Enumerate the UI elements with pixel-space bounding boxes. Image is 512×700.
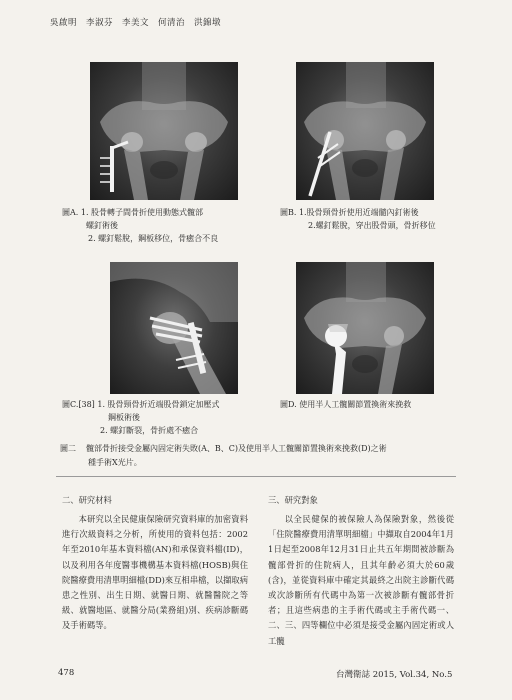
caption-label: 圖B. <box>280 208 297 217</box>
divider-rule <box>56 476 456 477</box>
section-body-materials: 本研究以全民健康保險研究資料庫的加密資料進行次級資料之分析，所使用的資料包括：2002年至2010年基本資料檔(AN)和承保資料檔(ID)，以及利用各年度醫事機構基本資料檔(HOSB)與住院醫療費用清單明細檔(DD)來互相串檔，以擷取病患之性別、出生日期、就醫日期、就醫醫院之等級、就醫地區、就醫分局(業務組)別、疾病診斷碼及手術碼等。 <box>62 514 248 631</box>
xray-image-c <box>110 262 238 394</box>
caption-line: 2. 螺釘鬆脫，鋼板移位，骨癒合不良 <box>88 234 219 243</box>
section-title-materials: 二、研究材料 <box>62 495 112 505</box>
page-number: 478 <box>58 668 75 678</box>
caption-line: 螺釘術後 <box>86 221 118 230</box>
section-body-subjects: 以全民健保的被保險人為保險對象，然後從「住院醫療費用清單明細檔」中擷取自2004年1月1日起至2008年12月31日止共五年期間被診斷為髖部骨折的住院病人，且其年齡必須大於60歲(含)，並從資料庫中確定其最終之出院主診斷代碼或次診斷所有代碼中為第一次被診斷有髖部骨折者；且這些病患的主手術代碼或主手術代碼一、二、三、四等欄位中必須是接受金屬內固定術或人工髖 <box>268 514 454 646</box>
xray-image-a <box>90 62 238 200</box>
journal-citation: 台灣衛誌 2015, Vol.34, No.5 <box>336 670 453 680</box>
caption-line: 2.螺釘鬆脫，穿出股骨頭，骨折移位 <box>308 221 436 230</box>
figure-caption-label: 圖二 <box>60 444 76 453</box>
xray-image-b <box>296 62 434 200</box>
figure-caption-line1: 髖部骨折接受金屬內固定術失敗(A、B、C)及使用半人工髖關節置換術來挽救(D)之術 <box>86 444 387 453</box>
caption-line: 鋼板術後 <box>108 413 140 422</box>
caption-figure-c <box>62 398 220 437</box>
xray-image-d <box>296 262 434 394</box>
caption-label: 圖A. <box>62 208 79 217</box>
section-title-subjects: 三、研究對象 <box>268 495 318 505</box>
caption-figure-d <box>280 398 411 411</box>
figure-caption <box>60 442 460 470</box>
caption-line: 1. 股骨頸骨折近端股骨鎖定加壓式 <box>97 400 220 409</box>
caption-line: 1.股骨頸骨折使用近端髓內釘術後 <box>298 208 419 217</box>
caption-line: 2. 螺釘斷裂，骨折處不癒合 <box>100 426 199 435</box>
figure-caption-line2: 種手術X光片。 <box>88 458 142 467</box>
caption-figure-a <box>62 206 218 245</box>
caption-label: 圖D. <box>280 400 297 409</box>
caption-figure-b <box>280 206 436 232</box>
caption-line: 使用半人工髖關節置換術來挽救 <box>299 400 412 409</box>
caption-label: 圖C.[38] <box>62 400 95 409</box>
running-header-authors: 吳啟明 李淑芬 李美文 何清治 洪錦墩 <box>50 18 222 28</box>
caption-line: 1. 股骨轉子間骨折使用動態式髖部 <box>80 208 204 217</box>
